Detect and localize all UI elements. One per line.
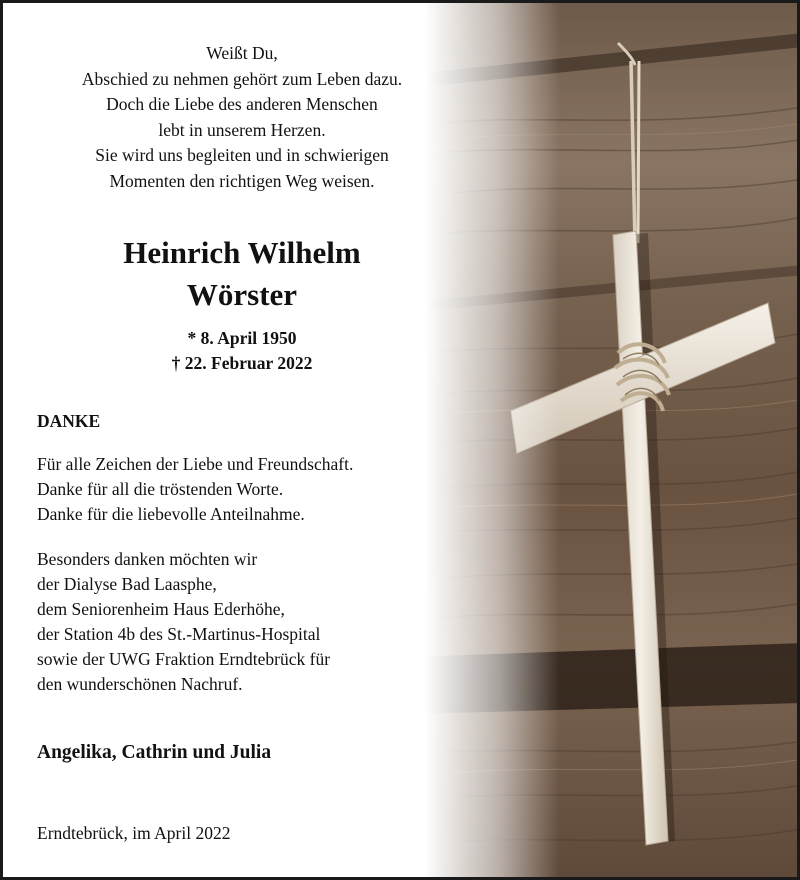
deceased-first-names: Heinrich Wilhelm [123,235,361,270]
special-thanks-line: sowie der UWG Fraktion Erndtebrück für [37,649,331,669]
poem-line: lebt in unserem Herzen. [158,119,326,140]
poem-line: Sie wird uns begleiten und in schwierigen [95,145,389,165]
poem-line: Abschied zu nehmen gehört zum Leben dazu. [81,68,403,89]
thanks-line: Danke für all die tröstenden Worte. [37,479,284,499]
notice-text [3,3,800,880]
special-thanks-line: der Dialyse Bad Laasphe, [37,574,217,594]
thanks-heading: DANKE [37,411,101,431]
special-thanks-line: der Station 4b des St.-Martinus-Hospital [37,624,321,644]
birth-date: * 8. April 1950 [187,328,297,348]
signers: Angelika, Cathrin und Julia [37,742,272,763]
thanks-line: Danke für die liebevolle Anteilnahme. [37,504,305,524]
deceased-name [33,232,451,316]
poem-line: Doch die Liebe des anderen Menschen [106,94,378,114]
special-thanks-line: Besonders danken möchten wir [37,549,258,569]
special-thanks-text [37,547,330,697]
thanks-line: Für alle Zeichen der Liebe und Freundschaft. [37,454,354,474]
special-thanks-line: den wunderschönen Nachruf. [37,674,243,694]
poem-line: Weißt Du, [206,43,278,63]
poem-line: Momenten den richtigen Weg weisen. [109,170,375,191]
life-dates [33,326,451,376]
death-date: † 22. Februar 2022 [171,353,313,373]
special-thanks-line: dem Seniorenheim Haus Ederhöhe, [37,599,285,619]
deceased-last-name: Wörster [186,277,298,312]
memorial-poem [33,41,451,194]
place-date: Erndtebrück, im April 2022 [37,823,231,843]
thanks-text [37,452,353,527]
